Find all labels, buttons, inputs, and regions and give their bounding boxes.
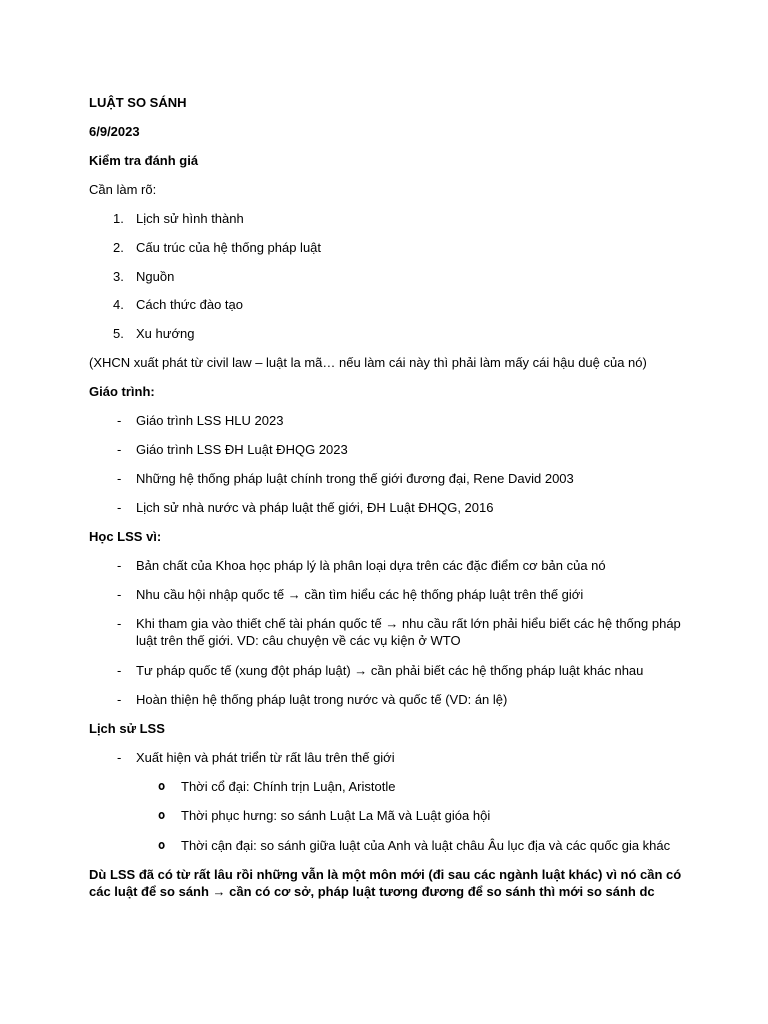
list-item: Xuất hiện và phát triển từ rất lâu trên thế giới xyxy=(136,750,395,765)
sub-list-item: Thời cổ đại: Chính trịn Luận, Aristotle xyxy=(181,779,396,794)
textbooks-heading: Giáo trình: xyxy=(89,384,155,399)
sub-list-item: Thời phục hưng: so sánh Luật La Mã và Luật gióa hội xyxy=(181,808,491,823)
sub-list-item: Thời cận đại: so sánh giữa luật của Anh và luật châu Âu lục địa và các quốc gia khác xyxy=(181,838,671,853)
document-date: 6/9/2023 xyxy=(89,124,140,139)
dash-bullet: - xyxy=(117,750,122,765)
dash-bullet: - xyxy=(117,616,122,631)
history-heading: Lịch sử LSS xyxy=(89,721,165,736)
dash-bullet: - xyxy=(117,413,122,428)
list-item: Giáo trình LSS HLU 2023 xyxy=(136,413,284,428)
list-item: Lịch sử hình thành xyxy=(136,211,244,226)
list-item: Hoàn thiện hệ thống pháp luật trong nước và quốc tế (VD: án lệ) xyxy=(136,692,508,707)
dash-bullet: - xyxy=(117,558,122,573)
list-item: Giáo trình LSS ĐH Luật ĐHQG 2023 xyxy=(136,442,348,457)
why-heading: Học LSS vì: xyxy=(89,529,162,544)
clarify-label: Cần làm rõ: xyxy=(89,182,157,197)
list-item: Bản chất của Khoa học pháp lý là phân loại dựa trên các đặc điểm cơ bản của nó xyxy=(136,558,606,573)
document-title: LUẬT SO SÁNH xyxy=(89,95,187,110)
list-item: Nguồn xyxy=(136,269,175,284)
assessment-heading: Kiểm tra đánh giá xyxy=(89,153,199,168)
list-item: Khi tham gia vào thiết chế tài phán quốc tế → nhu cầu rất lớn phải hiểu biết các hệ thống pháp luật trên thế giới. VD: câu chuyện về các vụ kiện ở WTO xyxy=(136,616,681,648)
dash-bullet: - xyxy=(117,442,122,457)
list-item: Nhu cầu hội nhập quốc tế → cần tìm hiểu các hệ thống pháp luật trên thế giới xyxy=(136,587,584,602)
list-number: 4. xyxy=(113,297,124,312)
list-item: Cách thức đào tạo xyxy=(136,297,243,312)
list-number: 3. xyxy=(113,269,124,284)
list-number: 5. xyxy=(113,326,124,341)
note-paragraph: (XHCN xuất phát từ civil law – luật la mã… nếu làm cái này thì phải làm mấy cái hậu duệ của nó) xyxy=(89,355,647,370)
list-number: 1. xyxy=(113,211,124,226)
circle-bullet: o xyxy=(158,838,166,852)
list-number: 2. xyxy=(113,240,124,255)
list-item: Xu hướng xyxy=(136,326,195,341)
list-item: Tư pháp quốc tế (xung đột pháp luật) → cần phải biết các hệ thống pháp luật khác nhau xyxy=(136,663,644,678)
list-item: Những hệ thống pháp luật chính trong thế giới đương đại, Rene David 2003 xyxy=(136,471,574,486)
dash-bullet: - xyxy=(117,500,122,515)
conclusion-paragraph: Dù LSS đã có từ rất lâu rồi những vẫn là một môn mới (đi sau các ngành luật khác) vì nó cần có các luật để so sánh → cần có cơ sở, pháp luật tương đương để so sánh thì mới so sánh dc xyxy=(89,867,682,899)
circle-bullet: o xyxy=(158,779,166,793)
list-item: Cấu trúc của hệ thống pháp luật xyxy=(136,240,322,255)
dash-bullet: - xyxy=(117,692,122,707)
list-item: Lịch sử nhà nước và pháp luật thế giới, ĐH Luật ĐHQG, 2016 xyxy=(136,500,494,515)
dash-bullet: - xyxy=(117,663,122,678)
dash-bullet: - xyxy=(117,471,122,486)
dash-bullet: - xyxy=(117,587,122,602)
circle-bullet: o xyxy=(158,808,166,822)
